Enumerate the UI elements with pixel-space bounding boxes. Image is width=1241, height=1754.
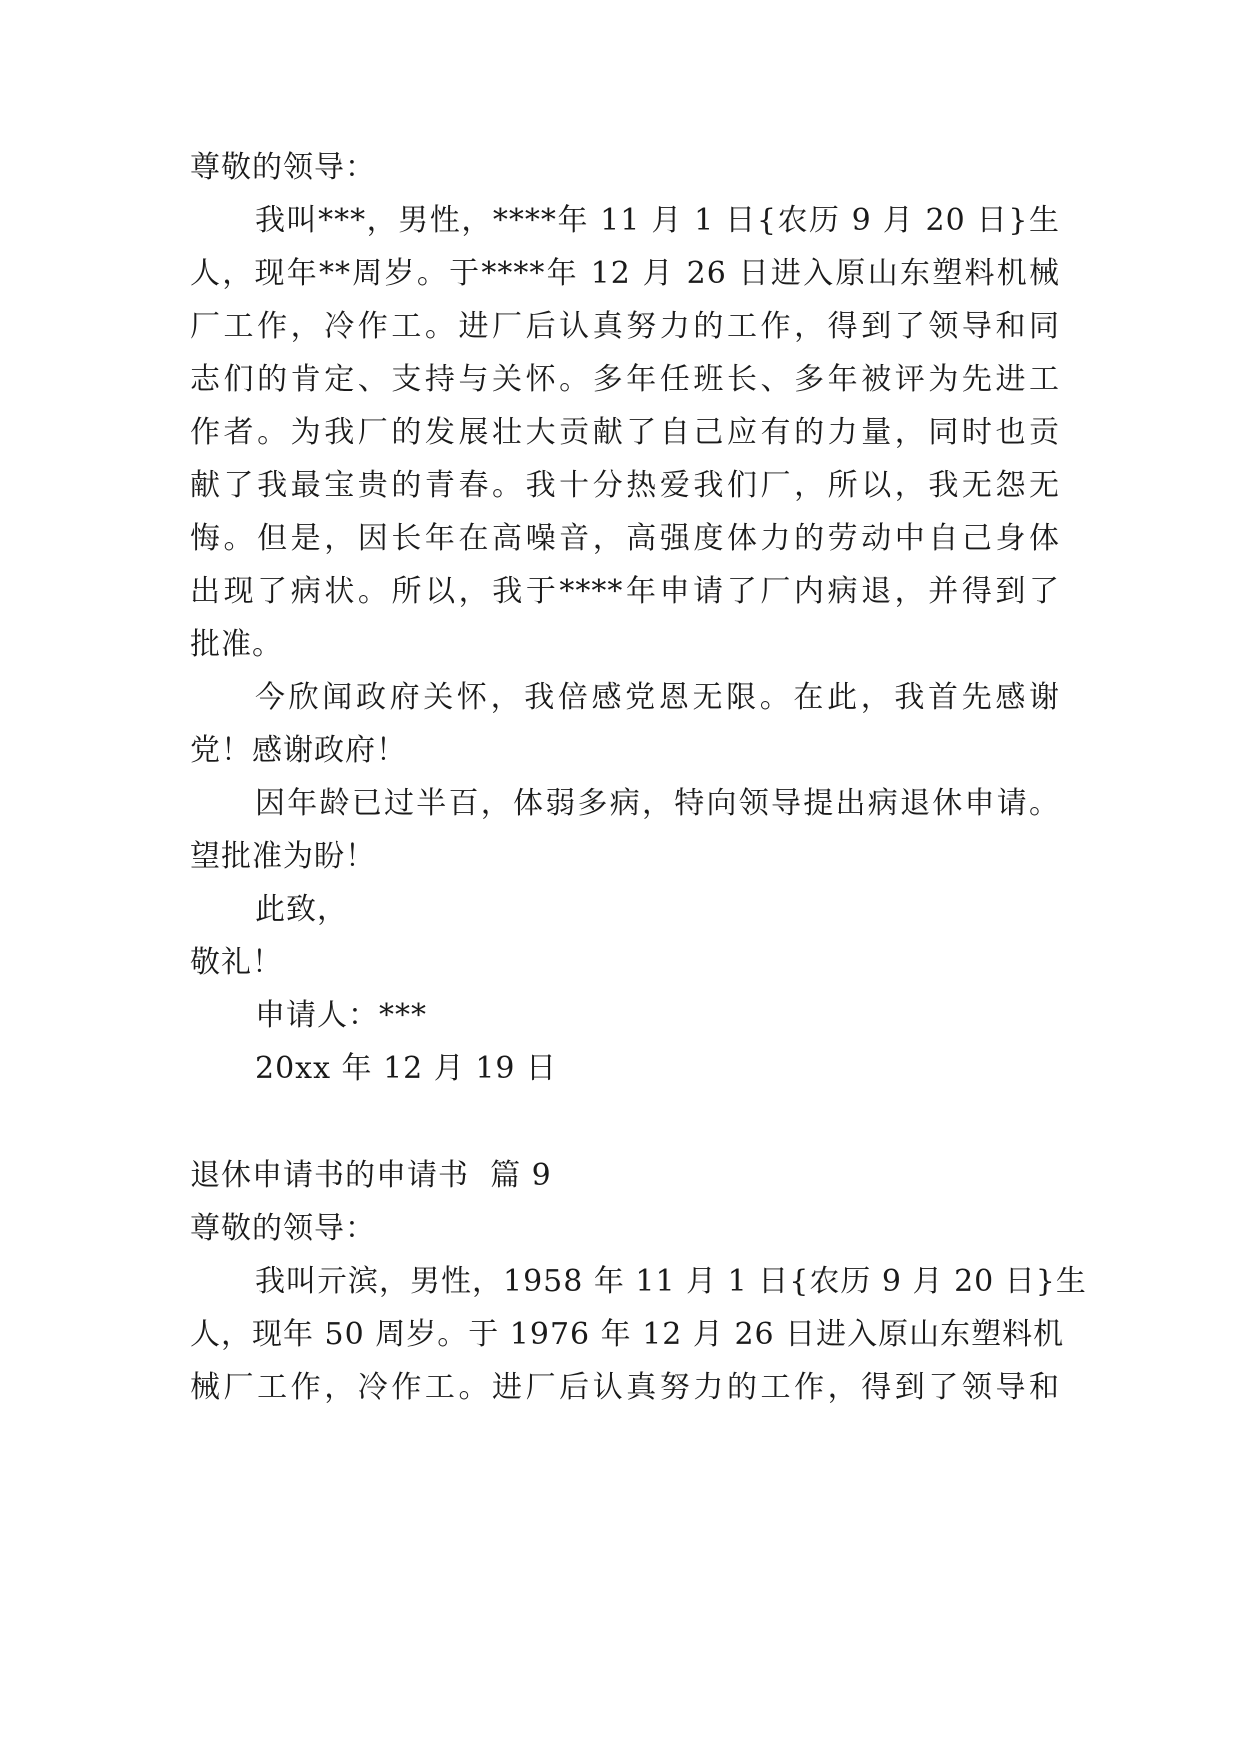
paragraph-line: 人，现年 50 周岁。于 1976 年 12 月 26 日进入原山东塑料机 xyxy=(190,1317,1065,1352)
paragraph-line: 我叫***，男性，****年 11 月 1 日{农历 9 月 20 日}生 xyxy=(255,203,1060,238)
regards: 敬礼！ xyxy=(190,945,283,980)
closing: 此致， xyxy=(255,892,348,927)
paragraph-line: 献了我最宝贵的青春。我十分热爱我们厂，所以，我无怨无 xyxy=(190,468,1060,503)
paragraph-line: 出现了病状。所以，我于****年申请了厂内病退，并得到了 xyxy=(190,574,1060,609)
salutation: 尊敬的领导： xyxy=(190,1211,376,1246)
applicant-signature: 申请人：*** xyxy=(255,998,427,1033)
letter-date: 20xx 年 12 月 19 日 xyxy=(255,1051,558,1086)
paragraph-line: 械厂工作，冷作工。进厂后认真努力的工作，得到了领导和 xyxy=(190,1370,1060,1405)
paragraph-line: 今欣闻政府关怀，我倍感党恩无限。在此，我首先感谢 xyxy=(255,680,1060,715)
paragraph-line: 批准。 xyxy=(190,627,283,662)
paragraph-line: 悔。但是，因长年在高噪音，高强度体力的劳动中自己身体 xyxy=(190,521,1060,556)
salutation: 尊敬的领导： xyxy=(190,150,376,185)
paragraph-line: 志们的肯定、支持与关怀。多年任班长、多年被评为先进工 xyxy=(190,362,1060,397)
paragraph-line: 厂工作，冷作工。进厂后认真努力的工作，得到了领导和同 xyxy=(190,309,1060,344)
paragraph-line: 我叫亓滨，男性，1958 年 11 月 1 日{农历 9 月 20 日}生 xyxy=(255,1264,1087,1299)
paragraph-line: 党！感谢政府！ xyxy=(190,733,407,768)
paragraph-line: 望批准为盼！ xyxy=(190,839,376,874)
paragraph-line: 因年龄已过半百，体弱多病，特向领导提出病退休申请。 xyxy=(255,786,1060,821)
section-heading: 退休申请书的申请书 篇 9 xyxy=(190,1158,552,1193)
paragraph-line: 人，现年**周岁。于****年 12 月 26 日进入原山东塑料机械 xyxy=(190,256,1060,291)
paragraph-line: 作者。为我厂的发展壮大贡献了自己应有的力量，同时也贡 xyxy=(190,415,1060,450)
